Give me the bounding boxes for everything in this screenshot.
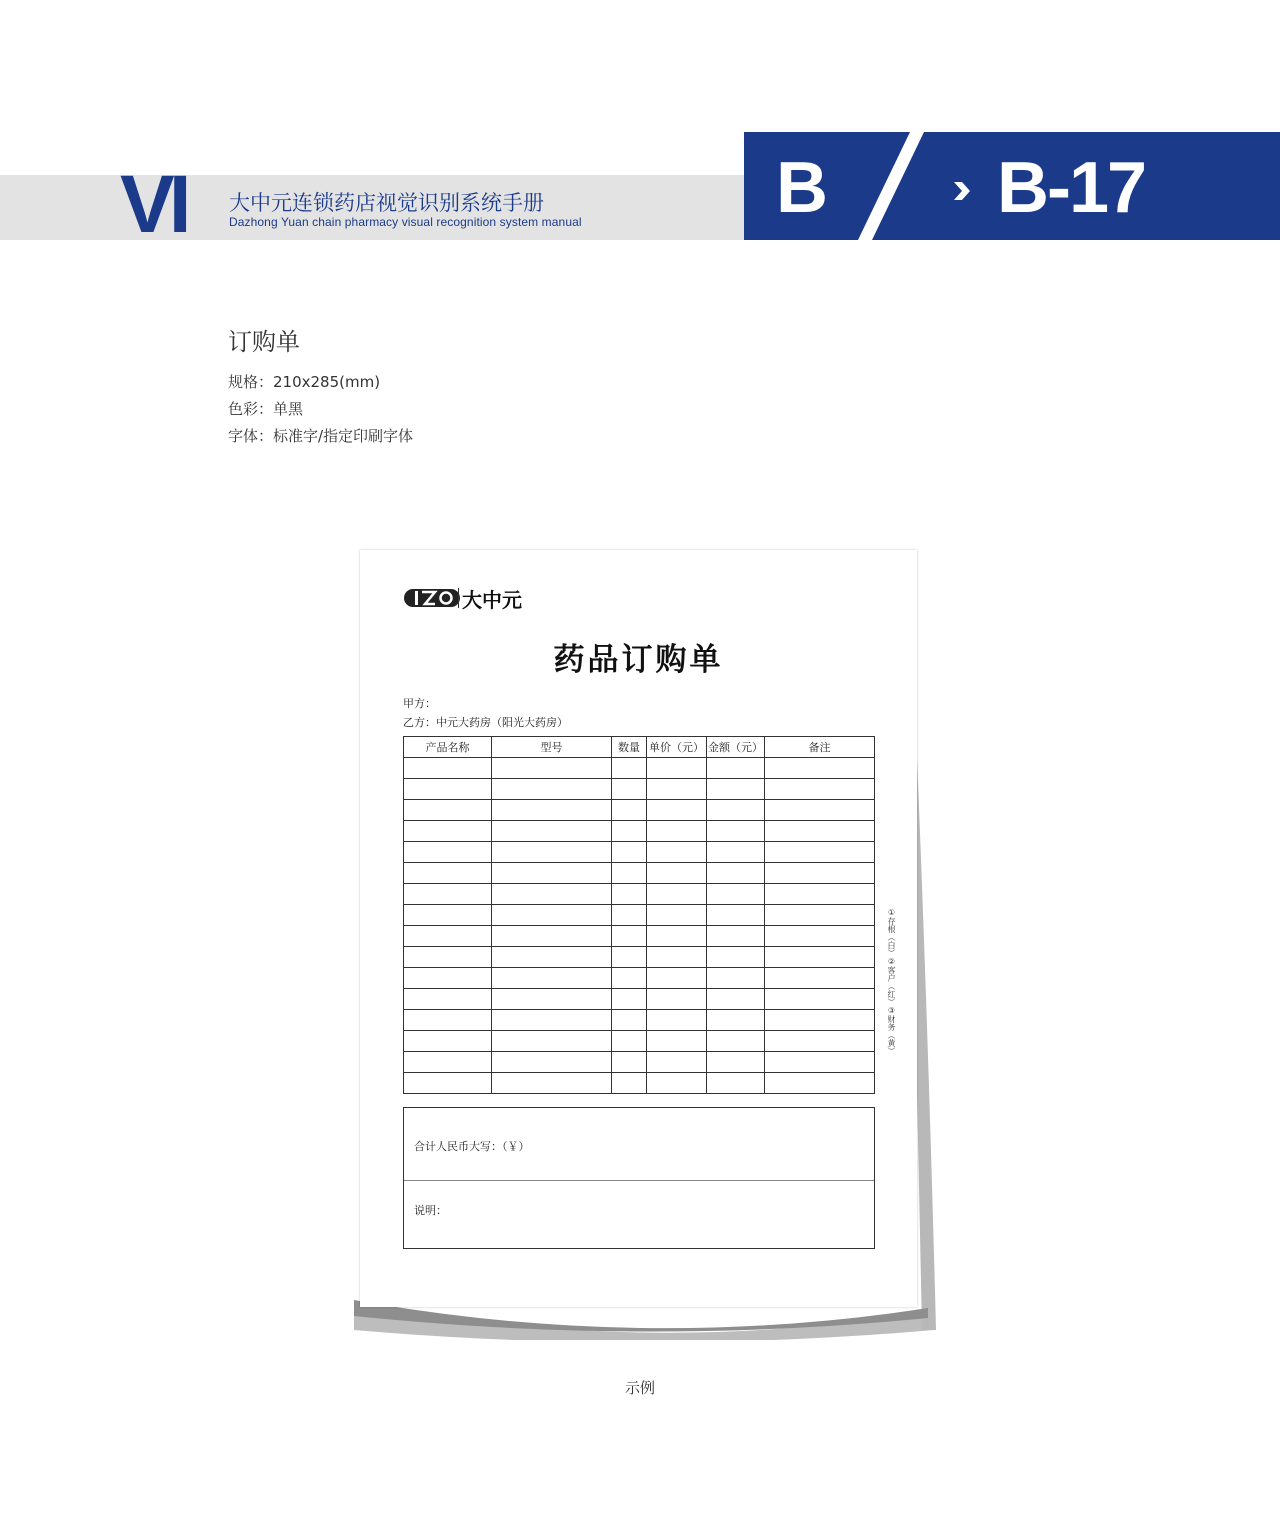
table-cell [647, 779, 707, 800]
table-cell [707, 968, 765, 989]
table-cell [765, 884, 875, 905]
table-cell [707, 905, 765, 926]
table-cell [707, 1052, 765, 1073]
table-cell [647, 758, 707, 779]
table-cell [404, 758, 492, 779]
section-letter: B [776, 148, 828, 228]
order-form-sheet [360, 550, 917, 1307]
table-cell [612, 1073, 647, 1094]
spec-font: 字体：标准字/指定印刷字体 [228, 427, 414, 445]
table-row [404, 1031, 875, 1052]
table-row [404, 905, 875, 926]
column-header-unit-price: 单价（元） [647, 737, 707, 758]
table-row [404, 968, 875, 989]
table-cell [404, 989, 492, 1010]
table-cell [707, 800, 765, 821]
table-cell [707, 926, 765, 947]
table-cell [612, 947, 647, 968]
table-cell [647, 1073, 707, 1094]
table-cell [404, 821, 492, 842]
table-cell [707, 779, 765, 800]
table-cell [647, 968, 707, 989]
table-cell [492, 1031, 612, 1052]
column-header-remarks: 备注 [765, 737, 875, 758]
page-code: B-17 [997, 148, 1146, 228]
table-cell [492, 779, 612, 800]
summary-divider [404, 1180, 874, 1181]
table-cell [707, 863, 765, 884]
table-cell [765, 863, 875, 884]
order-rows [404, 758, 875, 1094]
copy-distribution-note: ①存根（白）②客户（红）③财务（黄） [887, 908, 896, 1055]
table-cell [612, 884, 647, 905]
table-cell [765, 800, 875, 821]
table-row [404, 989, 875, 1010]
spec-size: 规格：210x285(mm) [228, 373, 381, 391]
table-cell [647, 1010, 707, 1031]
table-cell [647, 905, 707, 926]
brand-name: 大中元 [462, 588, 522, 612]
table-cell [612, 1031, 647, 1052]
table-cell [765, 1031, 875, 1052]
table-cell [404, 842, 492, 863]
party-b-label: 乙方：中元大药房（阳光大药房） [403, 716, 568, 729]
table-cell [707, 842, 765, 863]
table-cell [707, 1010, 765, 1031]
table-cell [492, 905, 612, 926]
table-row [404, 842, 875, 863]
table-cell [647, 947, 707, 968]
table-cell [404, 1052, 492, 1073]
table-cell [765, 1010, 875, 1031]
table-cell [707, 947, 765, 968]
table-row [404, 863, 875, 884]
table-cell [492, 863, 612, 884]
table-cell [492, 1010, 612, 1031]
table-cell [765, 1052, 875, 1073]
table-row [404, 821, 875, 842]
column-header-amount: 金额（元） [707, 737, 765, 758]
table-cell [765, 1073, 875, 1094]
table-cell [404, 863, 492, 884]
table-row [404, 1052, 875, 1073]
table-cell [612, 926, 647, 947]
table-row [404, 1010, 875, 1031]
table-cell [404, 905, 492, 926]
form-title: 药品订购单 [553, 642, 724, 678]
table-cell [492, 1073, 612, 1094]
column-header-product: 产品名称 [404, 737, 492, 758]
caption: 示例 [624, 1379, 655, 1397]
table-cell [612, 1052, 647, 1073]
table-cell [765, 779, 875, 800]
table-cell [647, 821, 707, 842]
table-row [404, 947, 875, 968]
table-header-row [404, 737, 875, 758]
table-cell [707, 821, 765, 842]
table-cell [612, 821, 647, 842]
summary-box [403, 1107, 875, 1249]
table-row [404, 800, 875, 821]
column-header-quantity: 数量 [612, 737, 647, 758]
column-header-model: 型号 [492, 737, 612, 758]
party-a-label: 甲方： [403, 697, 436, 710]
table-cell [707, 884, 765, 905]
table-cell [404, 947, 492, 968]
table-cell [492, 968, 612, 989]
table-cell [404, 1010, 492, 1031]
table-cell [404, 968, 492, 989]
table-cell [404, 884, 492, 905]
table-cell [612, 779, 647, 800]
vi-logo: VI [120, 170, 186, 240]
table-cell [647, 1052, 707, 1073]
table-cell [404, 1031, 492, 1052]
table-cell [647, 989, 707, 1010]
table-cell [612, 989, 647, 1010]
brand-divider [458, 588, 459, 608]
table-cell [404, 1073, 492, 1094]
item-title: 订购单 [228, 328, 300, 356]
table-cell [612, 968, 647, 989]
table-row [404, 1073, 875, 1094]
table-cell [612, 863, 647, 884]
table-cell [492, 926, 612, 947]
table-cell [404, 779, 492, 800]
table-cell [647, 842, 707, 863]
table-cell [707, 1073, 765, 1094]
table-cell [612, 905, 647, 926]
table-row [404, 779, 875, 800]
table-cell [765, 905, 875, 926]
table-cell [404, 926, 492, 947]
table-cell [765, 947, 875, 968]
table-cell [707, 758, 765, 779]
table-cell [492, 842, 612, 863]
table-cell [707, 989, 765, 1010]
table-cell [765, 821, 875, 842]
table-row [404, 884, 875, 905]
table-cell [492, 800, 612, 821]
total-amount-label: 合计人民币大写：（￥） [414, 1140, 530, 1153]
table-cell [492, 989, 612, 1010]
order-table [403, 736, 875, 1094]
table-cell [492, 821, 612, 842]
table-cell [612, 758, 647, 779]
table-cell [492, 758, 612, 779]
brand-logo-icon [404, 587, 460, 609]
table-row [404, 926, 875, 947]
table-cell [404, 800, 492, 821]
table-cell [647, 884, 707, 905]
table-cell [647, 926, 707, 947]
table-cell [612, 842, 647, 863]
table-cell [492, 884, 612, 905]
table-cell [647, 800, 707, 821]
chevron-right-icon [952, 180, 972, 202]
table-cell [707, 1031, 765, 1052]
table-cell [765, 968, 875, 989]
manual-title: 大中元连锁药店视觉识别系统手册 [229, 191, 544, 215]
table-cell [612, 1010, 647, 1031]
table-cell [612, 800, 647, 821]
manual-subtitle: Dazhong Yuan chain pharmacy visual recognition system manual [229, 215, 582, 229]
table-cell [647, 863, 707, 884]
table-cell [492, 947, 612, 968]
table-cell [765, 758, 875, 779]
table-cell [765, 989, 875, 1010]
table-cell [765, 926, 875, 947]
table-cell [647, 1031, 707, 1052]
table-row [404, 758, 875, 779]
table-cell [765, 842, 875, 863]
spec-color: 色彩：单黑 [228, 400, 304, 418]
note-label: 说明： [414, 1204, 447, 1217]
table-cell [492, 1052, 612, 1073]
